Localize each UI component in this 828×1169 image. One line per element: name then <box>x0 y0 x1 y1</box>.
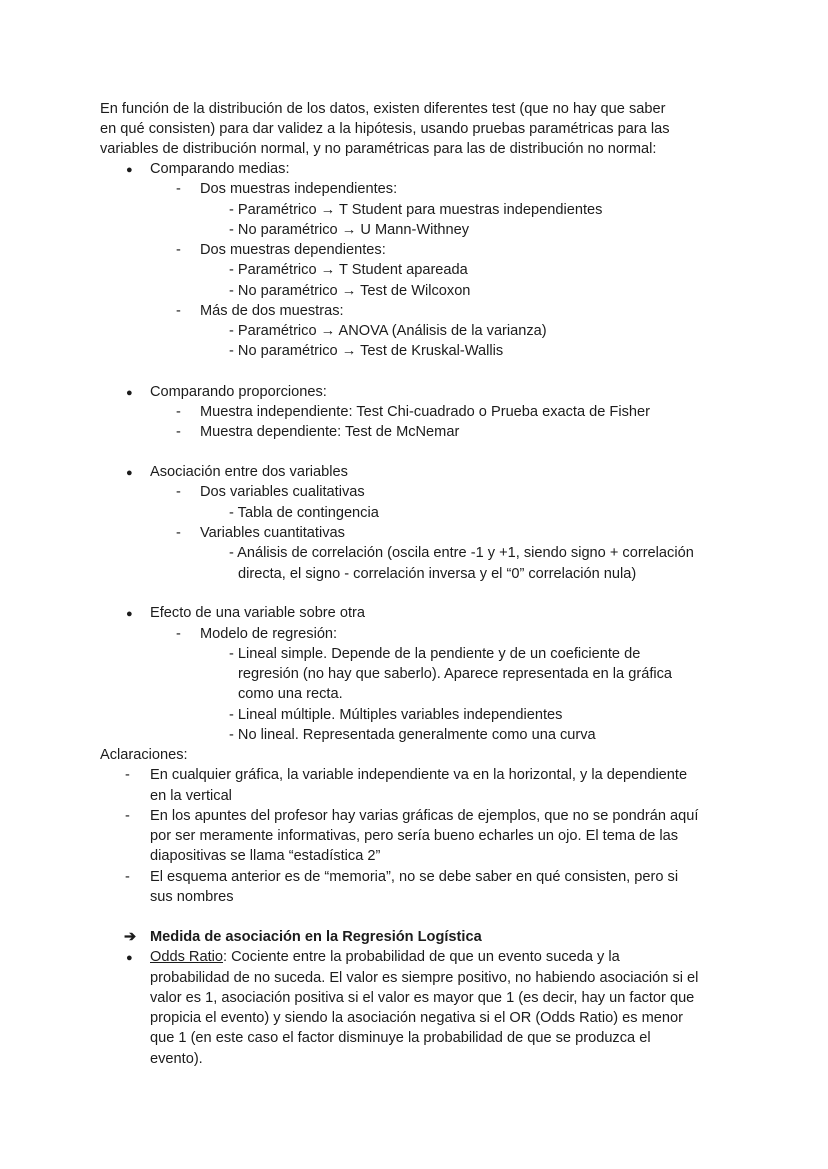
note-line: En los apuntes del profesor hay varias gráficas de ejemplos, que no se pondrán aquí <box>150 808 699 824</box>
group-title: Dos muestras dependientes: <box>200 242 386 258</box>
note-line: por ser meramente informativas, pero sería bueno echarles un ojo. El tema de las <box>150 828 679 844</box>
dash-icon: - <box>176 404 181 420</box>
dash-icon: - <box>176 626 181 642</box>
list-item-continuation: directa, el signo - correlación inversa y el “0” correlación nula) <box>238 566 637 582</box>
note-line: El esquema anterior es de “memoria”, no se debe saber en qué consisten, pero si <box>150 869 679 885</box>
dash-icon: - <box>176 484 181 500</box>
group-title: Más de dos muestras: <box>200 303 344 319</box>
list-item: - No paramétrico → U Mann-Withney <box>229 222 470 238</box>
paragraph-line: propicia el evento) y siendo la asociación negativa si el OR (Odds Ratio) es menor <box>150 1010 683 1026</box>
logistica-heading: Medida de asociación en la Regresión Logística <box>150 929 482 945</box>
list-item: - No paramétrico → Test de Wilcoxon <box>229 283 471 299</box>
list-item: Muestra independiente: Test Chi-cuadrado o Prueba exacta de Fisher <box>200 404 650 420</box>
section-title-proporciones: Comparando proporciones: <box>150 384 327 400</box>
bullet-icon: ● <box>126 467 133 479</box>
paragraph-line: que 1 (en este caso el factor disminuye la probabilidad de que se produzca el <box>150 1030 651 1046</box>
bullet-icon: ● <box>126 387 133 399</box>
list-item: - Tabla de contingencia <box>229 505 379 521</box>
list-item: - No paramétrico → Test de Kruskal-Wallis <box>229 343 504 359</box>
intro-line: en qué consisten) para dar validez a la hipótesis, usando pruebas paramétricas para las <box>100 121 670 137</box>
group-title: Dos variables cualitativas <box>200 484 365 500</box>
dash-icon: - <box>176 242 181 258</box>
list-item: - Paramétrico → T Student para muestras independientes <box>229 202 603 218</box>
dash-icon: - <box>125 767 130 783</box>
odds-ratio-term: Odds Ratio <box>150 949 224 965</box>
list-item: - Paramétrico → T Student apareada <box>229 262 468 278</box>
note-line: diapositivas se llama “estadística 2” <box>150 848 381 864</box>
dash-icon: - <box>176 424 181 440</box>
note-line: en la vertical <box>150 788 232 804</box>
list-item: Muestra dependiente: Test de McNemar <box>200 424 460 440</box>
section-title-asociacion: Asociación entre dos variables <box>150 464 348 480</box>
group-title: Modelo de regresión: <box>200 626 338 642</box>
note-line: En cualquier gráfica, la variable independiente va en la horizontal, y la dependiente <box>150 767 688 783</box>
list-item: - Paramétrico → ANOVA (Análisis de la varianza) <box>229 323 547 339</box>
intro-line: variables de distribución normal, y no paramétricas para las de distribución no normal: <box>100 141 657 157</box>
bullet-icon: ● <box>126 164 133 176</box>
dash-icon: - <box>176 303 181 319</box>
list-item: - No lineal. Representada generalmente como una curva <box>229 727 596 743</box>
dash-icon: - <box>125 808 130 824</box>
list-item-continuation: regresión (no hay que saberlo). Aparece representada en la gráfica <box>238 666 673 682</box>
section-title-efecto: Efecto de una variable sobre otra <box>150 605 365 621</box>
group-title: Variables cuantitativas <box>200 525 345 541</box>
note-line: sus nombres <box>150 889 234 905</box>
section-title-medias: Comparando medias: <box>150 161 290 177</box>
paragraph-line: probabilidad de no suceda. El valor es siempre positivo, no habiendo asociación si el <box>150 970 699 986</box>
intro-line: En función de la distribución de los datos, existen diferentes test (que no hay que saber <box>100 101 666 117</box>
list-item: - Análisis de correlación (oscila entre -1 y +1, siendo signo + correlación <box>229 545 694 561</box>
dash-icon: - <box>176 181 181 197</box>
bullet-icon: ● <box>126 608 133 620</box>
list-item-continuation: como una recta. <box>238 686 343 702</box>
paragraph-line: evento). <box>150 1051 203 1067</box>
odds-ratio-first-line <box>150 947 620 967</box>
bullet-icon: ● <box>126 952 133 964</box>
group-title: Dos muestras independientes: <box>200 181 398 197</box>
dash-icon: - <box>176 525 181 541</box>
aclaraciones-title: Aclaraciones: <box>100 747 188 763</box>
list-item: - Lineal múltiple. Múltiples variables independientes <box>229 707 563 723</box>
paragraph-line: valor es 1, asociación positiva si el valor es mayor que 1 (es decir, hay un factor que <box>150 990 695 1006</box>
arrow-icon: ➔ <box>124 929 137 945</box>
list-item: - Lineal simple. Depende de la pendiente y de un coeficiente de <box>229 646 641 662</box>
odds-ratio-definition: : Cociente entre la probabilidad de que un evento suceda y la <box>223 949 620 965</box>
dash-icon: - <box>125 869 130 885</box>
